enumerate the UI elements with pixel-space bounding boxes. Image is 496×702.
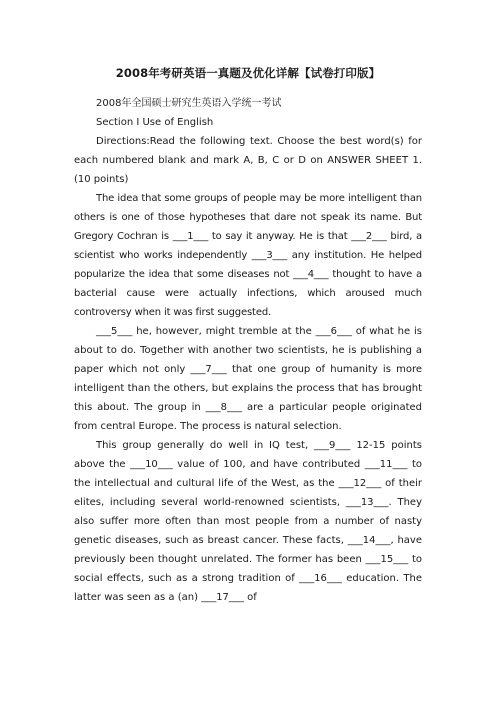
paragraph-2: ___5___ he, however, might tremble at the ___6___ of what he is about to do. Together with another two scientists, he is publishing a paper which not only ___7___ that one group of humanity is more intelligent than the others, but explains the process that has brought this about. The group in ___8___ are a particular people originated from central Europe. The process is natural selection.: [74, 326, 422, 432]
directions: Directions:Read the following text. Choose the best word(s) for each numbered blank and mark A, B, C or D on ANSWER SHEET 1. (10 points): [74, 136, 422, 185]
paragraph-1: The idea that some groups of people may be more intelligent than others is one of those hypotheses that dare not speak its name. But Gregory Cochran is ___1___ to say it anyway. He is that ___2___ bird, a scientist who works independently ___3___ any institution. He helped popularize the idea that some diseases not ___4___ thought to have a bacterial cause were actually infections, which aroused much controversy when it was first suggested.: [74, 193, 422, 318]
exam-name: 2008年全国硕士研究生英语入学统一考试: [96, 98, 282, 109]
section-heading: Section I Use of English: [96, 117, 214, 128]
paragraph-3: This group generally do well in IQ test, ___9___ 12-15 points above the ___10___ value of 100, and have contributed ___11___ to the intellectual and cultural life of the West, as the ___12___ of their elites, including several world-renowned scientists, ___13___. They also suffer more often than most people from a number of nasty genetic diseases, such as breast cancer. These facts, ___14___, have previously been thought unrelated. The former has been ___15___ to social effects, such as a strong tradition of ___16___ education. The latter was seen as a (an) ___17___ of: [74, 440, 422, 603]
document-title: 2008年考研英语一真题及优化详解【试卷打印版】: [115, 66, 381, 80]
